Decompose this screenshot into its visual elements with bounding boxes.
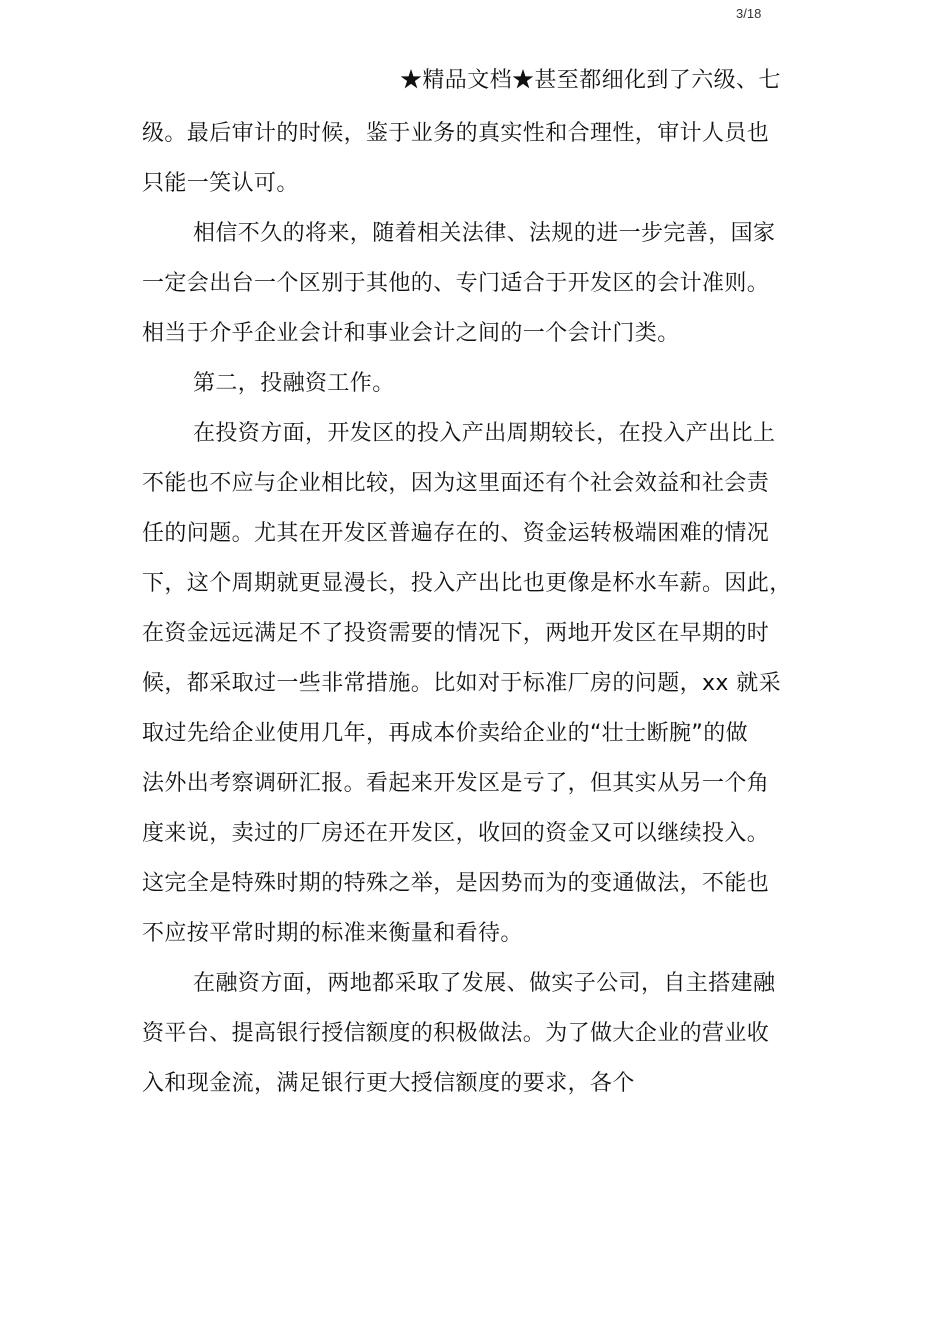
text-line: 这完全是特殊时期的特殊之举，是因势而为的变通做法，不能也 (142, 871, 770, 896)
text-line: 相当于介乎企业会计和事业会计之间的一个会计门类。 (142, 321, 680, 346)
text-line: 只能一笑认可。 (142, 171, 299, 196)
section-heading: 第二，投融资工作。 (193, 371, 395, 396)
paragraph-start: 相信不久的将来，随着相关法律、法规的进一步完善，国家 (193, 221, 776, 246)
text-line: 法外出考察调研汇报。看起来开发区是亏了，但其实从另一个角 (142, 771, 770, 796)
text-line: 不能也不应与企业相比较，因为这里面还有个社会效益和社会责 (142, 471, 770, 496)
text-line: 度来说，卖过的厂房还在开发区，收回的资金又可以继续投入。 (142, 821, 770, 846)
text-line: 取过先给企业使用几年，再成本价卖给企业的“壮士断腕”的做 (142, 721, 748, 746)
header-text: 甚至都细化到了六级、七 (534, 68, 781, 93)
page-number: 3/18 (736, 6, 762, 21)
brand-watermark: ★精品文档★ (400, 68, 535, 93)
text-line: 资平台、提高银行授信额度的积极做法。为了做大企业的营业收 (142, 1021, 770, 1046)
text-line: 任的问题。尤其在开发区普遍存在的、资金运转极端困难的情况 (142, 521, 770, 546)
header-line (400, 66, 781, 96)
text-line: 下，这个周期就更显漫长，投入产出比也更像是杯水车薪。因此， (142, 571, 792, 596)
text-line: 入和现金流，满足银行更大授信额度的要求，各个 (142, 1071, 635, 1096)
text-line: 不应按平常时期的标准来衡量和看待。 (142, 921, 523, 946)
paragraph-start: 在投资方面，开发区的投入产出周期较长，在投入产出比上 (193, 421, 776, 446)
text-line: 一定会出台一个区别于其他的、专门适合于开发区的会计准则。 (142, 271, 770, 296)
text-line: 在资金远远满足不了投资需要的情况下，两地开发区在早期的时 (142, 621, 770, 646)
paragraph-start: 在融资方面，两地都采取了发展、做实子公司，自主搭建融 (193, 971, 776, 996)
text-line: 候，都采取过一些非常措施。比如对于标准厂房的问题，xx 就采 (142, 671, 782, 696)
text-line: 级。最后审计的时候，鉴于业务的真实性和合理性，审计人员也 (142, 121, 770, 146)
